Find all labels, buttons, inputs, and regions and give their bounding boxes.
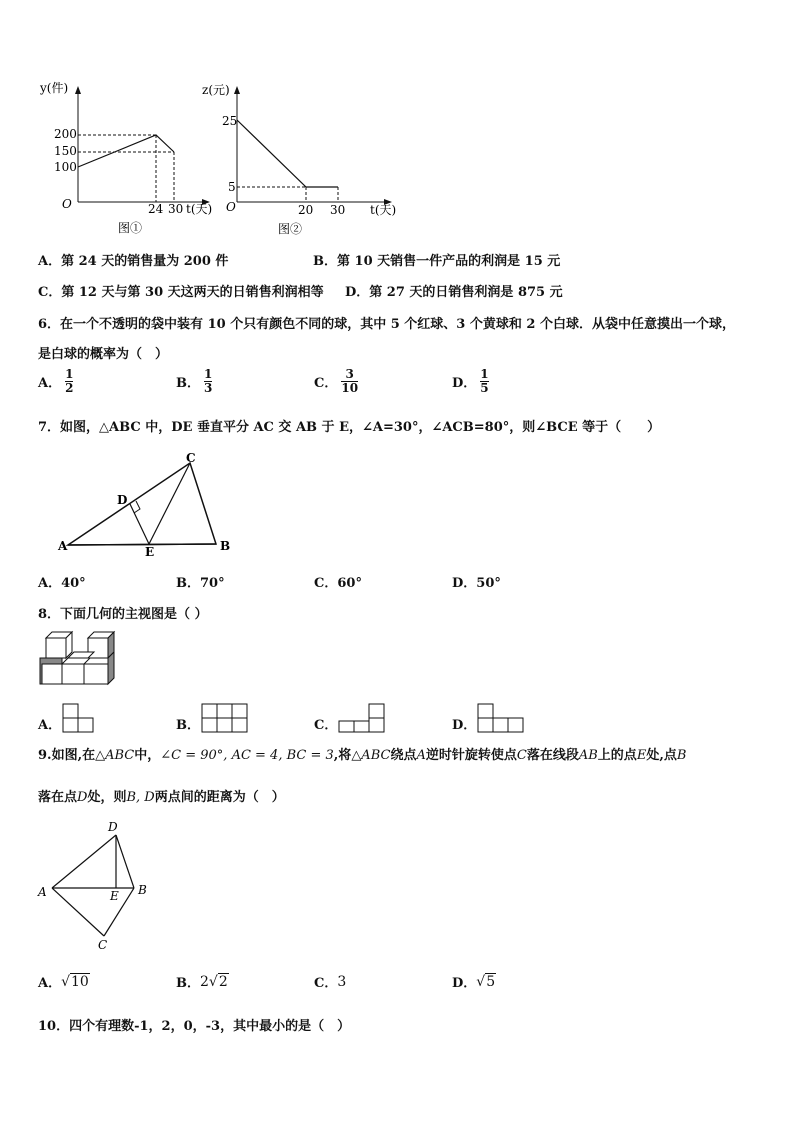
q7-label-b: B — [220, 539, 231, 553]
q6-stem-line1: 6．在一个不透明的袋中装有 10 个只有颜色不同的球，其中 5 个红球、3 个黄球和 2 个白球．从袋中任意摸出一个球， — [38, 317, 735, 332]
q6-stem-line2: 是白球的概率为（ ） — [38, 347, 169, 362]
q6-option-d: D． $\frac{1}{5}$ — [452, 367, 489, 395]
q9-label-a: A — [38, 885, 47, 899]
graph1-tick-24: 24 — [148, 202, 164, 216]
q9-stem-line1: 9.如图,在△ABC中，∠C = 90°, AC = 4, BC = 3,将△ABC绕点A逆时针旋转使点C落在线段AB上的点E处,点B — [38, 748, 687, 763]
q7-option-b: B．70° — [176, 576, 225, 591]
q9-rotation-figure — [34, 818, 164, 953]
graph1-tick-150: 150 — [54, 144, 77, 158]
graph1-yaxis-label: y(件) — [40, 81, 69, 95]
q6-option-c: C． $\frac{3}{10}$ — [314, 367, 359, 395]
q5-graph-1 — [28, 78, 228, 238]
sqrt-expression: √5 — [476, 973, 496, 990]
graph2-caption: 图② — [278, 222, 303, 236]
q5-option-d: D．第 27 天的日销售利润是 875 元 — [345, 285, 563, 300]
fraction: $\frac{1}{5}$ — [480, 367, 489, 395]
q8-option-a: A． — [38, 703, 95, 733]
q8-option-c: C． — [314, 703, 387, 733]
graph1-tick-100: 100 — [54, 160, 77, 174]
q8-option-d: D． — [452, 703, 526, 733]
q7-option-d: D．50° — [452, 576, 501, 591]
q7-label-c: C — [186, 452, 196, 465]
q9-option-a: A． √10 — [38, 973, 89, 991]
q8-option-b: B． — [176, 703, 250, 733]
q6-option-b: B． $\frac{1}{3}$ — [176, 367, 213, 395]
q7-option-a: A．40° — [38, 576, 86, 591]
graph2-yaxis-label: z(元) — [202, 83, 230, 97]
q5-option-c: C．第 12 天与第 30 天这两天的日销售利润相等 — [38, 285, 324, 300]
graph2-origin: O — [226, 200, 236, 214]
q5-option-b: B．第 10 天销售一件产品的利润是 15 元 — [313, 254, 561, 269]
graph1-tick-30: 30 — [168, 202, 184, 216]
q8-option-a-view — [61, 703, 95, 733]
graph1-tick-200: 200 — [54, 127, 77, 141]
q5-graph-2 — [200, 78, 410, 238]
q7-stem: 7．如图，△ABC 中，DE 垂直平分 AC 交 AB 于 E，∠A=30°，∠ACB=80°，则∠BCE 等于（ ） — [38, 420, 661, 435]
q9-label-c: C — [98, 938, 108, 952]
graph1-caption: 图① — [118, 221, 143, 235]
q9-option-c: C． 3 — [314, 973, 347, 991]
sqrt-expression: 2√2 — [200, 973, 228, 990]
graph2-tick-5: 5 — [228, 180, 236, 194]
graph2-tick-30: 30 — [330, 203, 346, 217]
q5-option-a: A．第 24 天的销售量为 200 件 — [38, 254, 229, 269]
fraction: $\frac{3}{10}$ — [341, 367, 359, 395]
q9-stem-line2: 落在点D处，则B, D两点间的距离为（ ） — [38, 790, 285, 805]
fraction: $\frac{1}{3}$ — [204, 367, 213, 395]
q9-label-b: B — [138, 883, 147, 897]
q9-option-d: D． √5 — [452, 973, 496, 991]
q8-option-d-view — [476, 703, 526, 733]
q9-label-e: E — [110, 889, 119, 903]
q10-stem: 10．四个有理数-1，2，0，-3，其中最小的是（ ） — [38, 1019, 351, 1034]
q9-label-d: D — [108, 820, 118, 834]
fraction: $\frac{1}{2}$ — [65, 367, 74, 395]
q7-label-e: E — [145, 545, 155, 559]
graph1-origin: O — [62, 197, 72, 211]
q8-option-c-view — [337, 703, 387, 733]
q9-option-b: B． 2√2 — [176, 973, 228, 991]
graph1-xaxis-label: t(天) — [186, 202, 213, 216]
sqrt-expression: √10 — [61, 973, 89, 990]
q8-stem: 8．下面几何的主视图是（ ） — [38, 607, 208, 622]
graph2-xaxis-label: t(天) — [370, 203, 397, 217]
q7-label-a: A — [58, 539, 68, 553]
q6-option-a: A． $\frac{1}{2}$ — [38, 367, 74, 395]
graph2-tick-25: 25 — [222, 114, 238, 128]
q8-cube-figure — [38, 630, 118, 688]
q7-triangle-figure — [50, 452, 250, 562]
graph2-tick-20: 20 — [298, 203, 314, 217]
q7-option-c: C．60° — [314, 576, 362, 591]
q7-label-d: D — [117, 493, 128, 507]
q8-option-b-view — [200, 703, 250, 733]
